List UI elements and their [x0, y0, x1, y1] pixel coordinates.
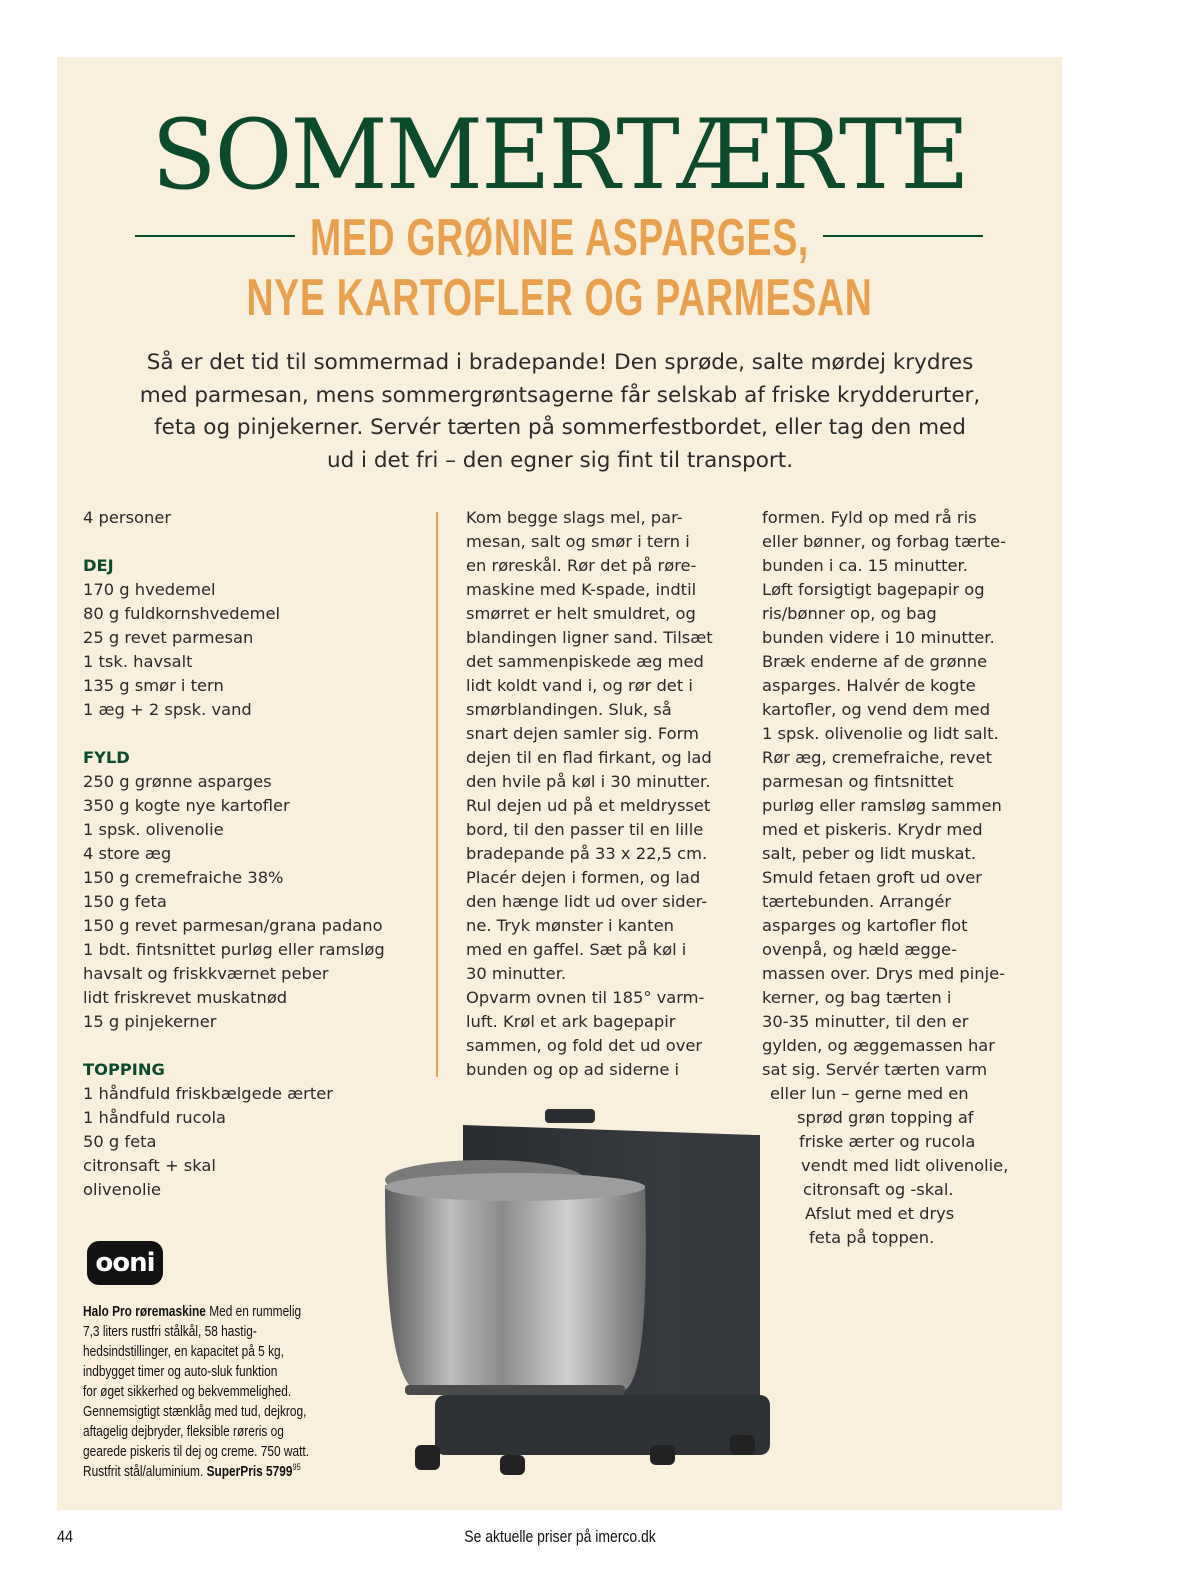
method-line: Placér dejen i formen, og lad — [466, 868, 701, 887]
subtitle-line-1: MED GRØNNE ASPARGES, — [309, 209, 810, 267]
intro-line: med parmesan, mens sommergrøntsagerne får selskab af friske krydderurter, — [139, 382, 981, 408]
product-line: hedsindstillinger, en kapacitet på 5 kg, — [83, 1344, 284, 1360]
method-line: kartofler, og vend dem med — [762, 700, 991, 719]
product-line: aftagelig dejbryder, fleksible røreris og — [83, 1424, 284, 1440]
method-line: bunden i ca. 15 minutter. — [762, 556, 968, 575]
method-line: 30 minutter. — [466, 964, 567, 983]
product-line: Gennemsigtigt stænklåg med tud, dejkrog, — [83, 1404, 307, 1420]
ingredient-item: 135 g smør i tern — [83, 676, 224, 695]
method-line: mesan, salt og smør i tern i — [466, 532, 690, 551]
product-line: 7,3 liters rustfri stålkål, 58 hastig- — [83, 1324, 257, 1340]
product-line: Rustfrit stål/aluminium. SuperPris 5799$^{95}$ — [83, 1462, 301, 1480]
ingredient-item: 150 g cremefraiche 38% — [83, 868, 284, 887]
method-line: det sammenpiskede æg med — [466, 652, 704, 671]
method-line: massen over. Drys med pinje- — [762, 964, 1005, 983]
dej-heading: DEJ — [83, 556, 114, 575]
method-line: blandingen ligner sand. Tilsæt — [466, 628, 713, 647]
method-line: dejen til en flad firkant, og lad — [466, 748, 712, 767]
ingredient-item: 1 håndfuld rucola — [83, 1108, 226, 1127]
method-line: asparges og kartofler flot — [762, 916, 968, 935]
intro-line: ud i det fri – den egner sig fint til transport. — [326, 447, 794, 473]
product-price-cents: 95 — [292, 1462, 301, 1472]
method-line: sammen, og fold det ud over — [466, 1036, 703, 1055]
ingredient-item: 350 g kogte nye kartofler — [83, 796, 290, 815]
ingredients-column — [83, 506, 423, 1202]
method-line: gylden, og æggemassen har — [762, 1036, 995, 1055]
method-line: purløg eller ramsløg sammen — [762, 796, 1002, 815]
topping-heading: TOPPING — [83, 1060, 165, 1079]
method-line: kerner, og bag tærten i — [762, 988, 952, 1007]
method-line: smørblandingen. Sluk, så — [466, 700, 672, 719]
method-line: ovenpå, og hæld ægge- — [762, 940, 957, 959]
method-line: feta på toppen. — [809, 1228, 935, 1247]
method-line: smørret er helt smuldret, og — [466, 604, 696, 623]
method-line: med et piskeris. Krydr med — [762, 820, 983, 839]
ingredient-item: 1 æg + 2 spsk. vand — [83, 700, 252, 719]
method-line: en røreskål. Rør det på røre- — [466, 556, 697, 575]
method-line: eller lun – gerne med en — [770, 1084, 969, 1103]
ingredient-item: olivenolie — [83, 1180, 162, 1199]
footer-text: Se aktuelle priser på imerco.dk — [464, 1527, 656, 1546]
method-line: Løft forsigtigt bagepapir og — [762, 580, 985, 599]
stand-mixer-image — [375, 1105, 775, 1485]
method-line: 30-35 minutter, til den er — [762, 1012, 969, 1031]
ingredient-item: havsalt og friskkværnet peber — [83, 964, 329, 983]
method-line: Rør æg, cremefraiche, revet — [762, 748, 992, 767]
product-line: gearede piskeris til dej og creme. 750 watt. — [83, 1444, 310, 1460]
method-line: maskine med K-spade, indtil — [466, 580, 697, 599]
method-line: Rul dejen ud på et meldrysset — [466, 796, 711, 815]
method-line: lidt koldt vand i, og rør det i — [466, 676, 693, 695]
method-line: Kom begge slags mel, par- — [466, 508, 683, 527]
method-line: Smuld fetaen groft ud over — [762, 868, 982, 887]
product-line: Halo Pro røremaskine Med en rummelig — [83, 1304, 302, 1320]
method-line: luft. Krøl et ark bagepapir — [466, 1012, 676, 1031]
product-price: SuperPris 5799 — [206, 1464, 293, 1480]
ingredient-item: citronsaft + skal — [83, 1156, 216, 1175]
method-line: vendt med lidt olivenolie, — [801, 1156, 1009, 1175]
method-line: Afslut med et drys — [805, 1204, 955, 1223]
method-line: friske ærter og rucola — [799, 1132, 976, 1151]
method-line: sat sig. Servér tærten varm — [762, 1060, 988, 1079]
method-line: parmesan og fintsnittet — [762, 772, 954, 791]
ingredient-item: 170 g hvedemel — [83, 580, 216, 599]
method-line: formen. Fyld op med rå ris — [762, 508, 977, 527]
method-line: asparges. Halvér de kogte — [762, 676, 976, 695]
method-line: bradepande på 33 x 22,5 cm. — [466, 844, 708, 863]
intro-line: Så er det tid til sommermad i bradepande! Den sprøde, salte mørdej krydres — [146, 350, 974, 375]
method-line: bunden og op ad siderne i — [466, 1060, 680, 1079]
method-line: ne. Tryk mønster i kanten — [466, 916, 674, 935]
method-line: snart dejen samler sig. Form — [466, 724, 699, 743]
method-line: citronsaft og -skal. — [803, 1180, 954, 1199]
ingredient-item: 80 g fuldkornshvedemel — [83, 604, 281, 623]
ingredient-item: 150 g feta — [83, 892, 167, 911]
method-column-2 — [762, 506, 1052, 1250]
method-line: eller bønner, og forbag tærte- — [762, 532, 1006, 551]
method-line: ris/bønner op, og bag — [762, 604, 937, 623]
method-line: Opvarm ovnen til 185° varm- — [466, 988, 705, 1007]
product-line: for øget sikkerhed og bekvemmelighed. — [83, 1384, 292, 1400]
ingredient-item: 1 tsk. havsalt — [83, 652, 193, 671]
ingredient-item: 1 håndfuld friskbælgede ærter — [83, 1084, 333, 1103]
ingredient-item: 1 bdt. fintsnittet purløg eller ramsløg — [83, 940, 385, 959]
ingredient-item: 250 g grønne asparges — [83, 772, 272, 791]
ooni-logo: ooni — [87, 1241, 163, 1285]
method-line: tærtebunden. Arrangér — [762, 892, 952, 911]
product-line: indbygget timer og auto-sluk funktion — [83, 1364, 278, 1380]
fyld-list — [83, 770, 423, 1034]
method-line: salt, peber og lidt muskat. — [762, 844, 977, 863]
ingredient-item: 1 spsk. olivenolie — [83, 820, 224, 839]
subtitle-line-2: NYE KARTOFLER OG PARMESAN — [246, 269, 873, 327]
ingredient-item: 15 g pinjekerner — [83, 1012, 217, 1031]
ingredient-item: 25 g revet parmesan — [83, 628, 254, 647]
ingredient-item: 4 store æg — [83, 844, 172, 863]
topping-list — [83, 1082, 423, 1202]
method-column-1 — [466, 506, 756, 1082]
intro-line: feta og pinjekerner. Servér tærten på sommerfestbordet, eller tag den med — [154, 415, 966, 440]
product-name: Halo Pro røremaskine — [83, 1304, 206, 1320]
fyld-heading: FYLD — [83, 748, 130, 767]
method-line: bunden videre i 10 minutter. — [762, 628, 995, 647]
method-line: den hænge lidt ud over sider- — [466, 892, 708, 911]
page-number: 44 — [57, 1527, 74, 1546]
method-line: bord, til den passer til en lille — [466, 820, 704, 839]
column-divider — [436, 512, 438, 1077]
product-description — [83, 1302, 383, 1482]
method-line: med en gaffel. Sæt på køl i — [466, 940, 687, 959]
ingredient-item: 150 g revet parmesan/grana padano — [83, 916, 383, 935]
intro-text — [90, 347, 1030, 477]
ingredient-item: 50 g feta — [83, 1132, 157, 1151]
ingredient-item: lidt friskrevet muskatnød — [83, 988, 288, 1007]
method-line: den hvile på køl i 30 minutter. — [466, 772, 711, 791]
dej-list — [83, 578, 423, 722]
method-line: sprød grøn topping af — [797, 1108, 974, 1127]
method-line: 1 spsk. olivenolie og lidt salt. — [762, 724, 999, 743]
method-line: Bræk enderne af de grønne — [762, 652, 988, 671]
servings: 4 personer — [83, 508, 172, 527]
page-title: SOMMERTÆRTE — [151, 99, 968, 211]
